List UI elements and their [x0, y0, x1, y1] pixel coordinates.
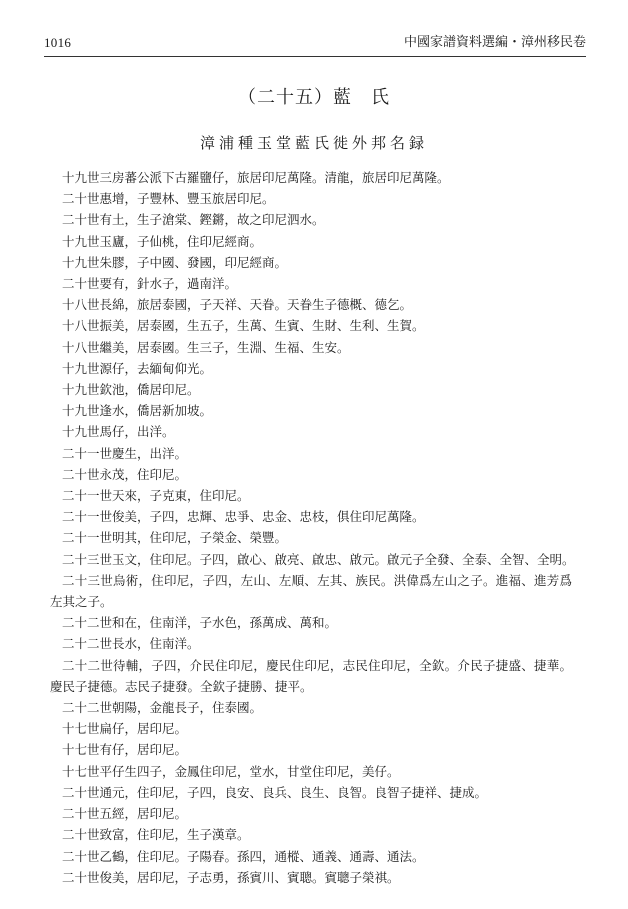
entry: 十八世繼美，居泰國。生三子，生淵、生福、生安。 [62, 339, 350, 355]
entry: 二十世要有，針水子，過南洋。 [62, 276, 238, 292]
entry: 十九世朱膠，子中國、發國，印尼經商。 [62, 254, 288, 270]
book-title: 中國家譜資料選編・漳州移民卷 [403, 35, 586, 50]
entry: 十九世欽池，僑居印尼。 [62, 382, 200, 398]
entry: 十九世三房蕃公派下古羅鹽仔，旅居印尼萬隆。清龍，旅居印尼萬隆。 [62, 170, 450, 185]
entry: 二十一世明其，住印尼，子榮金、榮豐。 [62, 530, 288, 546]
entry: 二十世惠增，子豐林、豐玉旅居印尼。 [62, 191, 275, 207]
entry: 二十二世待輔，子四，介民住印尼，慶民住印尼，志民住印尼，全欽。介民子捷盛、捷華。慶民子捷德。志民子捷發。全欽子捷勝、捷平。 [50, 657, 572, 694]
entry: 二十三世玉文，住印尼。子四，啟心、啟亮、啟忠、啟元。啟元子全發、全泰、全智、全明。 [62, 551, 575, 567]
entry: 十七世平仔生四子，金鳳住印尼，堂水，甘堂住印尼，美仔。 [62, 763, 400, 779]
document-title: 漳浦種玉堂藍氏徙外邦名録 [199, 134, 428, 152]
entry: 二十世有土，生子滄棠、鏗鏘，故之印尼泗水。 [62, 212, 325, 228]
entry: 十八世長綿，旅居泰國，子天祥、天眷。天眷生子德概、德乞。 [62, 297, 413, 313]
running-header [44, 34, 586, 52]
page-number: 1016 [44, 35, 72, 50]
migrant-entries-list [50, 167, 575, 888]
header-rule [44, 56, 586, 57]
entry: 二十二世朝陽，金龍長子，住泰國。 [62, 700, 263, 716]
entry: 十七世有仔，居印尼。 [62, 742, 188, 758]
entry: 二十世俊美，居印尼，子志勇，孫賓川、賓聰。賓聰子榮祺。 [62, 869, 400, 885]
section-title: （二十五）藍 氏 [238, 87, 390, 108]
entry: 二十一世慶生，出洋。 [62, 445, 188, 461]
entry: 十九世玉廬，子仙桃，住印尼經商。 [62, 233, 263, 249]
entry: 二十世乙鶴，住印尼。子陽春。孫四，通樅、通義、通壽、通法。 [62, 848, 425, 864]
entry: 二十一世天來，子克東，住印尼。 [62, 488, 250, 504]
entry: 二十世五經，居印尼。 [62, 806, 188, 822]
entry: 二十一世俊美，子四，忠輝、忠爭、忠金、忠枝，俱住印尼萬隆。 [62, 509, 425, 525]
entry: 十九世馬仔，出洋。 [62, 424, 175, 440]
entry: 十九世源仔，去緬甸仰光。 [62, 360, 213, 376]
entry: 十八世振美，居泰國，生五子，生萬、生賓、生財、生利、生賀。 [62, 318, 425, 334]
entry: 二十世通元，住印尼，子四，良安、良兵、良生、良智。良智子捷祥、捷成。 [62, 784, 488, 800]
entry: 二十世永茂，住印尼。 [62, 466, 188, 482]
entry: 二十世致富，住印尼，生子漢章。 [62, 827, 250, 843]
entry: 二十三世烏術，住印尼，子四，左山、左順、左其、族民。洪偉爲左山之子。進福、進芳爲左其之子。 [50, 572, 572, 610]
entry: 十七世扁仔，居印尼。 [62, 721, 188, 737]
entry: 二十二世長水，住南洋。 [62, 636, 200, 652]
entry: 二十二世和在，住南洋，子水色，孫萬成、萬和。 [62, 615, 338, 631]
entry: 十九世逢水，僑居新加坡。 [62, 403, 213, 419]
